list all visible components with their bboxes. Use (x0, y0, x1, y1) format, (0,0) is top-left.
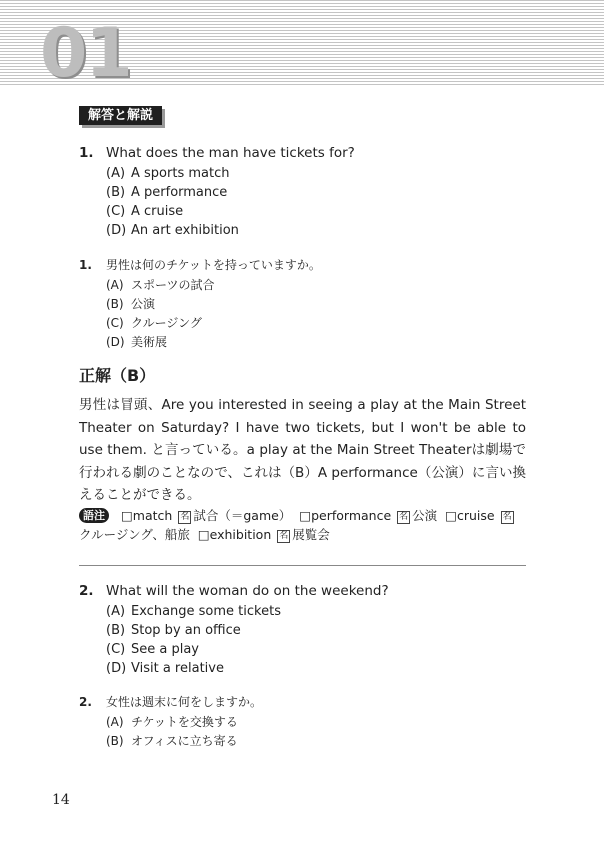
checkbox-icon: □ (197, 527, 210, 542)
option-letter: (B) (106, 734, 124, 748)
pos-badge: 名 (180, 512, 190, 522)
option-letter: (C) (106, 204, 126, 219)
option-letter: (A) (106, 166, 126, 181)
vocab-term: performance (311, 508, 392, 523)
option-text: Stop by an office (131, 623, 241, 638)
vocab-item (194, 527, 330, 542)
explanation-text: 男性は冒頭、Are you interested in seeing a play at the Main Street Theater on Saturday? I have two tickets, but I won't be able to use them. と言っている。a play at the Main Street Theaterは劇場で行われる劇のことなので、これは（B）A performance（公演）に言い換えることができる。 (79, 397, 526, 503)
question-text: What will the woman do on the weekend? (106, 583, 389, 599)
vocab-item (295, 508, 437, 523)
option-letter: (B) (106, 623, 126, 638)
question-stem (79, 143, 539, 164)
option-a (79, 276, 539, 295)
checkbox-icon: □ (120, 508, 133, 523)
checkbox-icon: □ (299, 508, 312, 523)
question-2-english (79, 581, 539, 678)
question-number: 1. (79, 145, 94, 161)
vocabulary-notes (79, 506, 526, 544)
option-letter: (A) (106, 278, 124, 292)
option-letter: (B) (106, 297, 124, 311)
option-letter: (D) (106, 661, 127, 676)
section-label: 解答と解説 (79, 106, 162, 125)
question-number: 1. (79, 258, 92, 272)
question-text: What does the man have tickets for? (106, 145, 355, 161)
pos-badge: 名 (279, 531, 289, 541)
option-b (79, 732, 539, 751)
option-text: オフィスに立ち寄る (131, 734, 238, 748)
option-b (79, 295, 539, 314)
section-divider (79, 565, 526, 566)
option-letter: (C) (106, 642, 126, 657)
chapter-number: 01 (40, 14, 131, 93)
question-1-english (79, 143, 539, 240)
option-a (79, 713, 539, 732)
option-c (79, 202, 539, 221)
option-text: Exchange some tickets (131, 604, 281, 619)
option-text: A cruise (131, 204, 184, 219)
answer-title: 正解（B） (79, 366, 156, 385)
option-letter: (A) (106, 715, 124, 729)
option-text: 美術展 (131, 335, 168, 349)
vocab-term: cruise (456, 508, 495, 523)
vocab-meaning: 展覧会 (292, 527, 330, 542)
option-d (79, 333, 539, 352)
option-c (79, 314, 539, 333)
question-2-japanese (79, 692, 539, 751)
option-d (79, 659, 539, 678)
vocab-tag: 語注 (79, 508, 109, 523)
question-stem (79, 581, 539, 602)
option-a (79, 164, 539, 183)
option-text: A performance (131, 185, 228, 200)
option-text: Visit a relative (131, 661, 224, 676)
question-number: 2. (79, 695, 92, 709)
option-b (79, 621, 539, 640)
pos-badge: 名 (502, 512, 512, 522)
option-text: See a play (131, 642, 200, 657)
option-text: チケットを交換する (131, 715, 238, 729)
question-stem (79, 692, 539, 713)
page-number: 14 (52, 792, 70, 808)
vocab-meaning: クルージング、船旅 (79, 527, 190, 542)
option-b (79, 183, 539, 202)
vocab-meaning: 試合（＝game） (193, 508, 292, 523)
question-1-japanese (79, 255, 539, 352)
option-letter: (C) (106, 316, 124, 330)
option-letter: (D) (106, 335, 125, 349)
option-text: A sports match (131, 166, 230, 181)
option-c (79, 640, 539, 659)
vocab-meaning: 公演 (412, 508, 438, 523)
option-letter: (B) (106, 185, 126, 200)
option-a (79, 602, 539, 621)
pos-badge: 名 (399, 512, 409, 522)
question-text: 女性は週末に何をしますか。 (106, 695, 263, 709)
question-text: 男性は何のチケットを持っていますか。 (106, 258, 321, 272)
question-stem (79, 255, 539, 276)
option-letter: (D) (106, 223, 127, 238)
question-number: 2. (79, 583, 94, 599)
option-letter: (A) (106, 604, 126, 619)
option-text: 公演 (131, 297, 156, 311)
checkbox-icon: □ (445, 508, 457, 523)
option-text: スポーツの試合 (131, 278, 215, 292)
option-text: An art exhibition (131, 223, 239, 238)
vocab-term: match (132, 508, 173, 523)
option-text: クルージング (131, 316, 202, 330)
vocab-item (117, 508, 291, 523)
option-d (79, 221, 539, 240)
vocab-term: exhibition (209, 527, 272, 542)
